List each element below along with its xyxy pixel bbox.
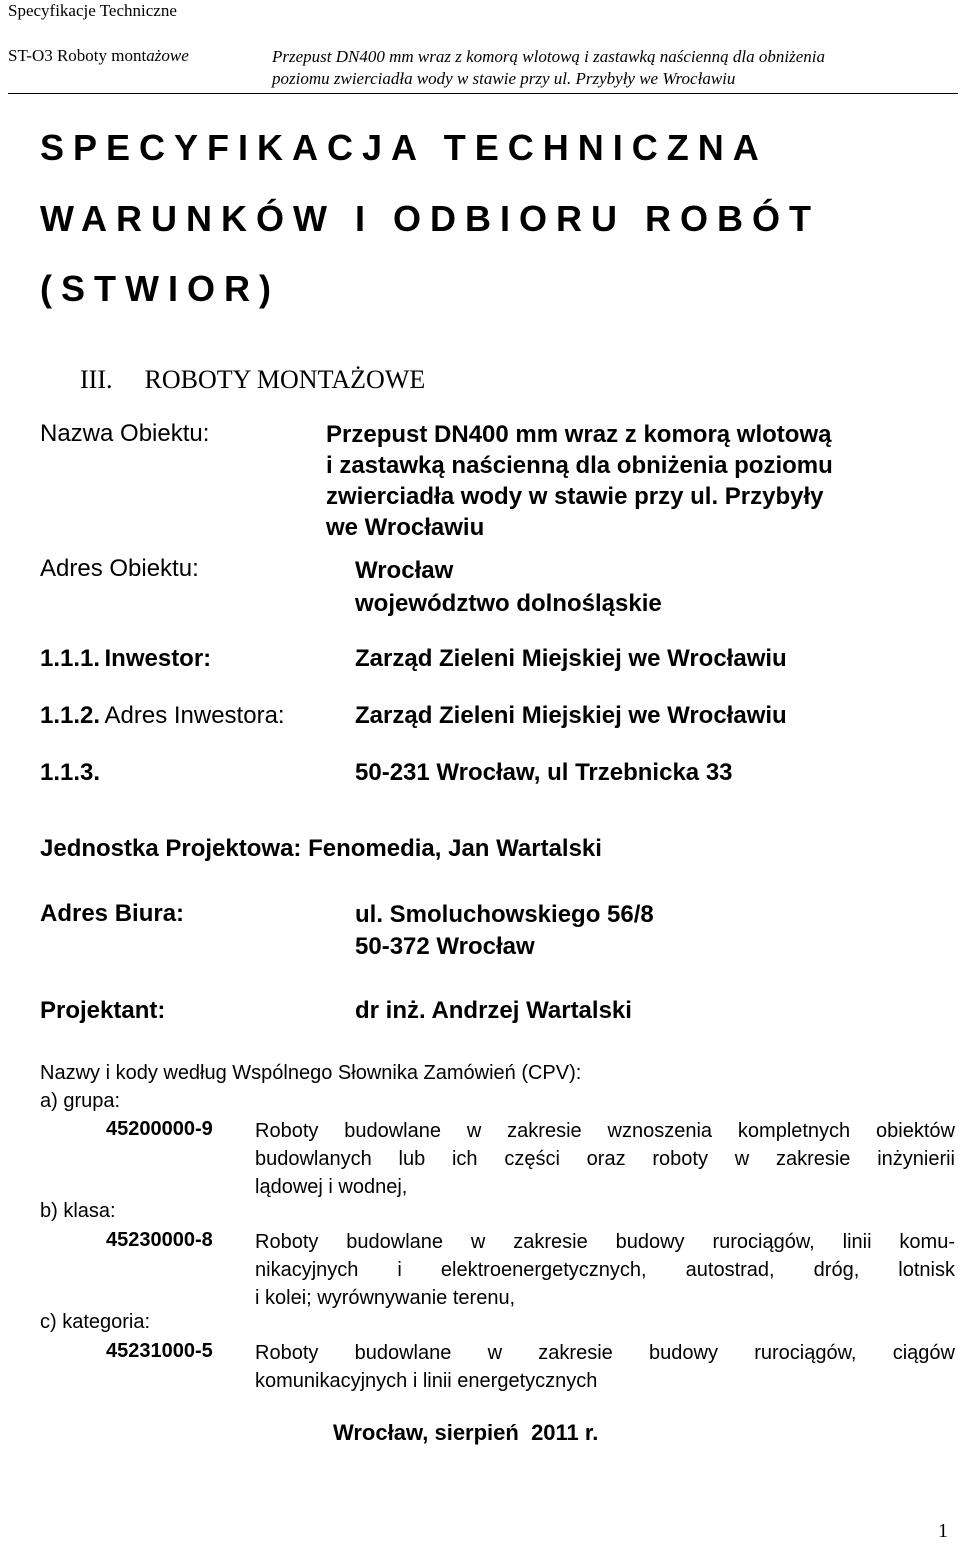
header-spec-code bbox=[8, 46, 189, 66]
investor-number: 1.1.1. bbox=[40, 645, 101, 672]
office-address-value bbox=[355, 899, 654, 963]
section-name: ROBOTY MONTAŻOWE bbox=[144, 365, 426, 394]
investor-address-number-3: 1.1.3. bbox=[40, 759, 101, 786]
cpv-description-line: Roboty budowlane w zakresie wznoszenia kompletnych obiektów bbox=[255, 1120, 955, 1142]
cpv-description-line: lądowej i wodnej, bbox=[255, 1176, 408, 1198]
cpv-description-line: komunikacyjnych i linii energetycznych bbox=[255, 1370, 598, 1392]
header-project-name bbox=[272, 46, 825, 90]
investor-row bbox=[40, 645, 211, 673]
office-address-line: ul. Smoluchowskiego 56/8 bbox=[355, 901, 654, 928]
investor-label: Inwestor: bbox=[104, 645, 212, 672]
cpv-group-label: a) grupa: bbox=[40, 1090, 121, 1112]
investor-address-value: Zarząd Zieleni Miejskiej we Wrocławiu bbox=[355, 702, 787, 729]
designer-label: Projektant: bbox=[40, 997, 166, 1024]
investor-street-address: 50-231 Wrocław, ul Trzebnicka 33 bbox=[355, 759, 733, 786]
object-address-line: województwo dolnośląskie bbox=[355, 590, 662, 617]
object-name-line: we Wrocławiu bbox=[326, 514, 485, 541]
header-title: Specyfikacje Techniczne bbox=[8, 1, 177, 20]
header-project-line: poziomu zwierciadła wody w stawie przy ul. Przybyły we Wrocławiu bbox=[272, 69, 736, 88]
object-name-label: Nazwa Obiektu: bbox=[40, 420, 210, 447]
object-name-value bbox=[326, 419, 833, 543]
investor-address-row bbox=[40, 702, 285, 730]
cpv-group-label: b) klasa: bbox=[40, 1200, 116, 1222]
cpv-description bbox=[255, 1339, 955, 1395]
object-address-line: Wrocław bbox=[355, 557, 454, 584]
doc-title-line: WARUNKÓW I ODBIORU ROBÓT bbox=[40, 198, 820, 239]
header-divider bbox=[8, 93, 958, 94]
object-name-line: zwierciadła wody w stawie przy ul. Przybyły bbox=[326, 483, 824, 510]
doc-title-line: (STWIOR) bbox=[40, 268, 280, 309]
cpv-code: 45200000-9 bbox=[106, 1118, 213, 1140]
place-and-date: Wrocław, sierpień 2011 r. bbox=[333, 1420, 599, 1445]
object-name-line: Przepust DN400 mm wraz z komorą wlotową bbox=[326, 421, 832, 448]
cpv-group-label: c) kategoria: bbox=[40, 1311, 151, 1333]
object-address-label: Adres Obiektu: bbox=[40, 555, 199, 582]
office-address-line: 50-372 Wrocław bbox=[355, 933, 535, 960]
page-number: 1 bbox=[938, 1520, 948, 1542]
investor-value: Zarząd Zieleni Miejskiej we Wrocławiu bbox=[355, 645, 787, 672]
investor-address-label: Adres Inwestora: bbox=[104, 702, 285, 729]
header-project-line: Przepust DN400 mm wraz z komorą wlotową i zastawką naścienną dla obniżenia bbox=[272, 47, 825, 66]
header-spec-code-italic: ażowe bbox=[146, 46, 189, 65]
header-spec-code-prefix: ST-O3 Roboty mont bbox=[8, 46, 147, 65]
cpv-description-line: Roboty budowlane w zakresie budowy rurociągów, linii komu- bbox=[255, 1231, 955, 1253]
investor-address-number: 1.1.2. bbox=[40, 702, 101, 729]
cpv-code: 45231000-5 bbox=[106, 1340, 213, 1362]
office-address-label: Adres Biura: bbox=[40, 900, 185, 927]
cpv-intro: Nazwy i kody według Wspólnego Słownika Zamówień (CPV): bbox=[40, 1062, 582, 1084]
cpv-description-line: budowlanych lub ich części oraz roboty w zakresie inżynierii bbox=[255, 1148, 955, 1170]
cpv-description-line: nikacyjnych i elektroenergetycznych, autostrad, dróg, lotnisk bbox=[255, 1259, 955, 1281]
section-number: III. bbox=[80, 365, 113, 394]
doc-title-line: SPECYFIKACJA TECHNICZNA bbox=[40, 127, 768, 168]
design-unit: Jednostka Projektowa: Fenomedia, Jan Wartalski bbox=[40, 835, 602, 862]
cpv-description-line: i kolei; wyrównywanie terenu, bbox=[255, 1287, 516, 1309]
cpv-description-line: Roboty budowlane w zakresie budowy rurociągów, ciągów bbox=[255, 1342, 955, 1364]
cpv-description bbox=[255, 1228, 955, 1312]
object-name-line: i zastawką naścienną dla obniżenia poziomu bbox=[326, 452, 833, 479]
designer-name: dr inż. Andrzej Wartalski bbox=[355, 997, 632, 1024]
object-address-value bbox=[355, 554, 662, 620]
cpv-description bbox=[255, 1117, 955, 1201]
section-heading bbox=[80, 365, 457, 395]
cpv-code: 45230000-8 bbox=[106, 1229, 213, 1251]
